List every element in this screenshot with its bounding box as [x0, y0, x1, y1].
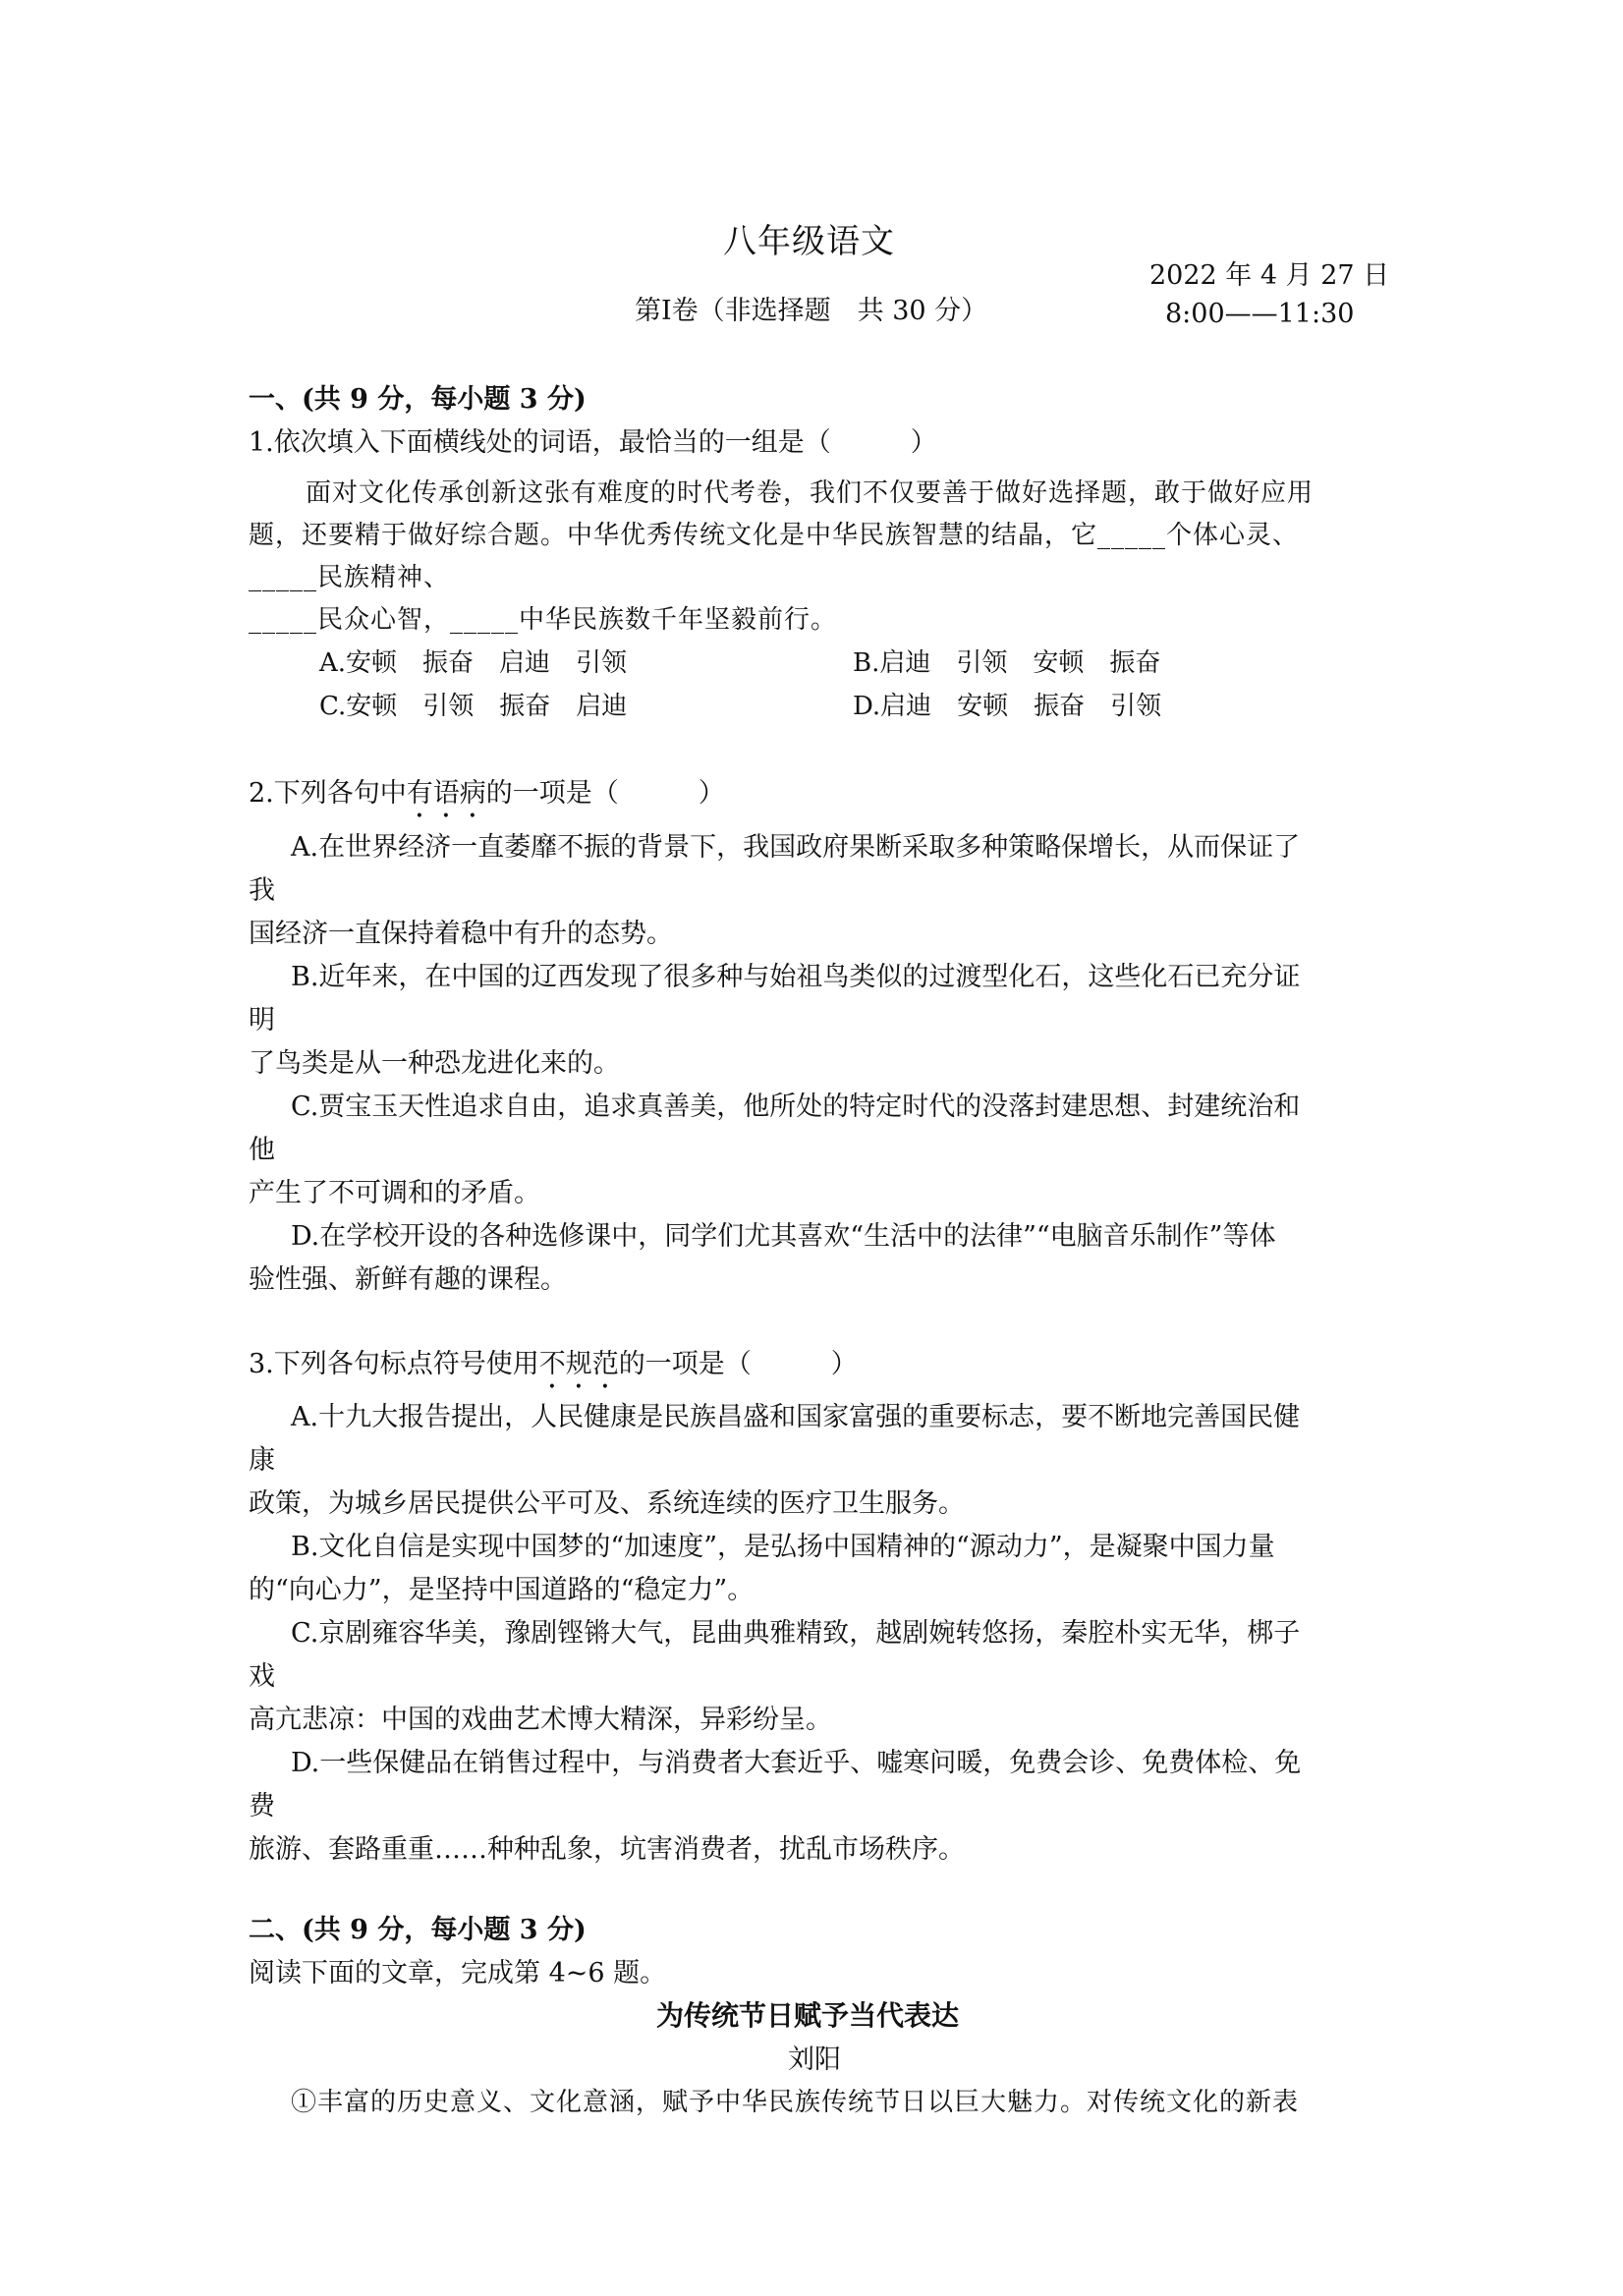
q1-option-c: C.安顿 引领 振奋 启迪 — [319, 692, 628, 721]
q2-line-10: D.在学校开设的各种选修课中，同学们尤其喜欢“生活中的法律”“电脑音乐制作”等体 — [291, 1221, 1276, 1252]
q1-option-b: B.启迪 引领 安顿 振奋 — [853, 648, 1161, 678]
q2-line-8: 他 — [249, 1135, 275, 1165]
section2-intro: 阅读下面的文章，完成第 4~6 题。 — [249, 1958, 667, 1988]
q1-option-d: D.启迪 安顿 振奋 引领 — [853, 692, 1162, 721]
q2-line-5: 明 — [249, 1005, 275, 1036]
essay-title: 为传统节日赋予当代表达 — [656, 1999, 960, 2032]
q2-stem-emphasis: 有语病 — [406, 778, 486, 809]
q3-stem-pre: 3.下列各句标点符号使用 — [249, 1349, 539, 1379]
q2-line-2: 我 — [249, 875, 275, 906]
q3-stem-emphasis: 不规范 — [538, 1349, 619, 1379]
q3-line-6: C.京剧雍容华美，豫剧铿锵大气，昆曲典雅精致，越剧婉转悠扬，秦腔朴实无华，梆子 — [291, 1618, 1301, 1649]
q3-line-5: 的“向心力”，是坚持中国道路的“稳定力”。 — [249, 1575, 755, 1605]
q2-line-1: A.在世界经济一直萎靡不振的背景下，我国政府果断采取多种策略保增长，从而保证了 — [291, 832, 1301, 863]
q3-line-10: 费 — [249, 1791, 275, 1821]
q1-stem-text: 1.依次填入下面横线处的词语，最恰当的一组是（ ） — [249, 427, 937, 458]
q2-line-3: 国经济一直保持着稳中有升的态势。 — [249, 919, 673, 949]
q2-line-11: 验性强、新鲜有趣的课程。 — [249, 1264, 567, 1295]
volume-subtitle: 第Ⅰ卷（非选择题 共 30 分） — [635, 296, 988, 326]
q2-line-6: 了鸟类是从一种恐龙进化来的。 — [249, 1048, 620, 1079]
q2-line-4: B.近年来，在中国的辽西发现了很多种与始祖鸟类似的过渡型化石，这些化石已充分证 — [291, 962, 1301, 992]
q3-stem — [249, 1342, 858, 1395]
q1-passage-line-4: _____民众心智，_____中华民族数千年坚毅前行。 — [249, 605, 838, 635]
essay-paragraph-1: ①丰富的历史意义、文化意涵，赋予中华民族传统节日以巨大魅力。对传统文化的新表 — [291, 2088, 1300, 2117]
q3-line-2: 康 — [249, 1445, 275, 1476]
q3-line-1: A.十九大报告提出，人民健康是民族昌盛和国家富强的重要标志，要不断地完善国民健 — [291, 1402, 1301, 1432]
q3-line-7: 戏 — [249, 1661, 275, 1692]
section2-heading: 二、(共 9 分，每小题 3 分) — [249, 1915, 587, 1945]
q3-line-11: 旅游、套路重重……种种乱象，坑害消费者，扰乱市场秩序。 — [249, 1834, 965, 1865]
q3-stem-post: 的一项是（ ） — [618, 1349, 858, 1379]
q2-stem — [249, 771, 725, 824]
exam-title: 八年级语文 — [723, 222, 895, 261]
exam-date: 2022 年 4 月 27 日 — [1149, 260, 1390, 291]
q3-line-9: D.一些保健品在销售过程中，与消费者大套近乎、嘘寒问暖，免费会诊、免费体检、免 — [291, 1748, 1302, 1778]
q3-line-8: 高亢悲凉：中国的戏曲艺术博大精深，异彩纷呈。 — [249, 1705, 832, 1735]
q2-line-9: 产生了不可调和的矛盾。 — [249, 1178, 540, 1208]
q2-stem-post: 的一项是（ ） — [485, 778, 725, 809]
exam-time: 8:00——11:30 — [1165, 299, 1355, 329]
q3-line-4: B.文化自信是实现中国梦的“加速度”，是弘扬中国精神的“源动力”，是凝聚中国力量 — [291, 1532, 1275, 1562]
q2-line-7: C.贾宝玉天性追求自由，追求真善美，他所处的特定时代的没落封建思想、封建统治和 — [291, 1092, 1301, 1122]
q1-stem — [249, 420, 937, 459]
q1-passage-line-2: 题，还要精于做好综合题。中华优秀传统文化是中华民族智慧的结晶，它_____个体心灵、 — [249, 521, 1300, 550]
essay-author: 刘阳 — [788, 2044, 841, 2075]
q1-passage-line-1: 面对文化传承创新这张有难度的时代考卷，我们不仅要善于做好选择题，敢于做好应用 — [306, 478, 1315, 508]
q3-line-3: 政策，为城乡居民提供公平可及、系统连续的医疗卫生服务。 — [249, 1488, 965, 1519]
q1-option-a: A.安顿 振奋 启迪 引领 — [319, 648, 628, 678]
q1-passage-line-3: _____民族精神、 — [249, 563, 451, 592]
q2-stem-pre: 2.下列各句中 — [249, 778, 407, 809]
section1-heading: 一、(共 9 分，每小题 3 分) — [249, 384, 587, 415]
